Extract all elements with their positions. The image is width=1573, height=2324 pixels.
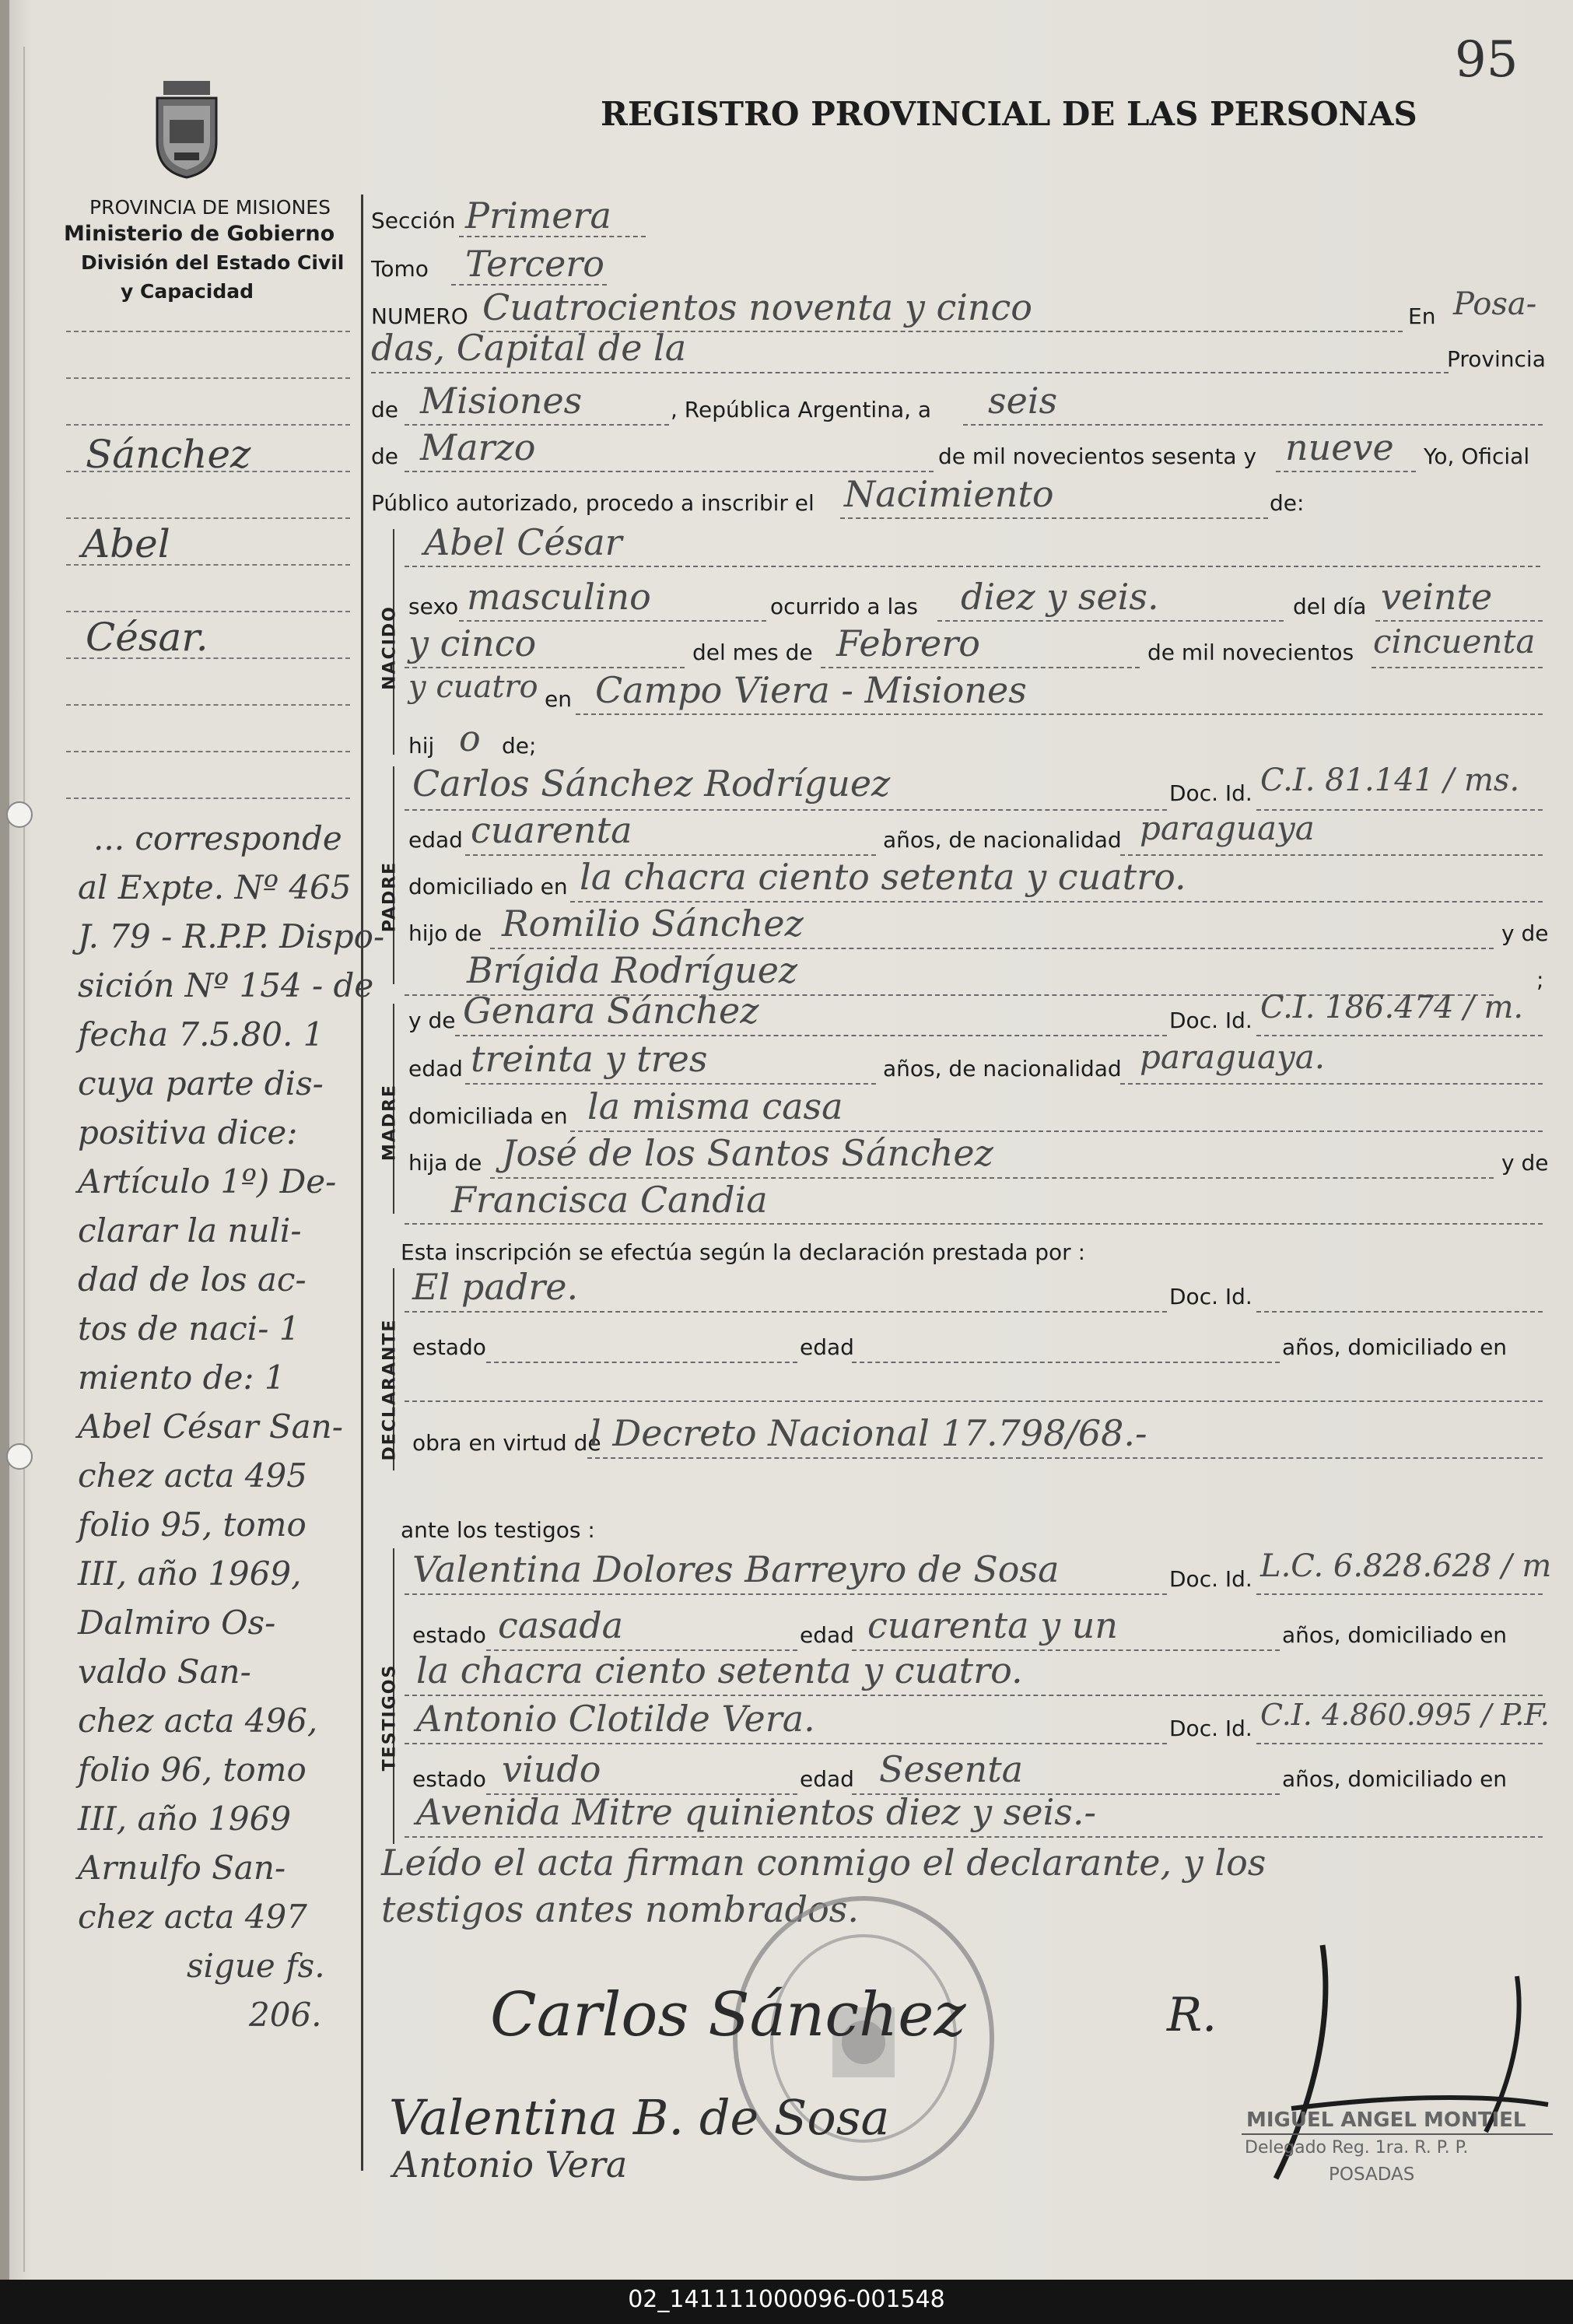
value-anio-nac-2: y cuatro [408,669,538,705]
margin-line-text: positiva dice: [78,1113,298,1151]
section-label-madre: MADRE [380,1083,400,1162]
value-declarante: El padre. [412,1266,579,1308]
label-de-semi: de; [502,733,537,759]
value-testigo1-edad: cuarenta y un [867,1604,1119,1646]
label-edad-testigo1: edad [800,1622,854,1648]
label-de-colon: de: [1270,490,1305,516]
label-doc-id-padre: Doc. Id. [1169,780,1252,806]
margin-line-text: chez acta 496, [78,1702,318,1740]
label-hij: hij [408,733,435,759]
margin-rule [361,195,363,2171]
label-obra: obra en virtud de [412,1430,601,1456]
margin-line-text: chez acta 497 [78,1898,307,1936]
margin-line-text: sición Nº 154 - de [78,966,374,1004]
value-madre-madre: Francisca Candia [451,1179,768,1221]
coat-of-arms-icon [148,79,226,181]
label-sexo: sexo [408,594,459,619]
value-madre-doc: C.I. 186.474 / m. [1260,990,1524,1025]
authority-line-3: División del Estado Civil [81,251,345,274]
label-doc-id-testigo2: Doc. Id. [1169,1716,1252,1741]
value-mes: Marzo [420,426,536,468]
label-yo-oficial: Yo, Oficial [1424,443,1530,469]
margin-line-text: cuya parte dis- [78,1064,324,1102]
label-semicolon: ; [1536,967,1544,993]
label-mil-nov-sesenta: de mil novecientos sesenta y [938,443,1257,469]
image-id-bar [0,2280,1573,2324]
value-tomo: Tercero [465,243,604,285]
closing-line-2: testigos antes nombrados. [381,1888,860,1930]
margin-line-text: al Expte. Nº 465 [78,868,352,906]
value-madre-nac: paraguaya. [1140,1038,1326,1076]
margin-line-text: fecha 7.5.80. 1 [78,1015,324,1053]
authority-line-4: y Capacidad [121,280,254,303]
value-testigo1-estado: casada [498,1604,624,1646]
section-label-testigos: TESTIGOS [380,1663,400,1772]
value-hora: diez y seis. [961,576,1159,618]
label-ocurrido: ocurrido a las [770,594,918,619]
binding-edge [0,0,9,2280]
label-edad-madre: edad [408,1056,463,1081]
image-id-label: 02_141111000096-001548 [628,2286,945,2313]
value-padre-dom: la chacra ciento setenta y cuatro. [580,856,1186,898]
label-mil-nov: de mil novecientos [1147,640,1354,665]
value-testigo2-doc: C.I. 4.860.995 / P.F. [1260,1698,1550,1732]
margin-apellido: Sánchez [86,432,251,477]
value-padre-madre: Brígida Rodríguez [467,949,798,991]
value-numero: Cuatrocientos noventa y cinco [482,286,1033,328]
stamp-official-place: POSADAS [1329,2165,1415,2185]
signature-valentina: Valentina B. de Sosa [389,2089,890,2146]
value-testigo2: Antonio Clotilde Vera. [416,1698,815,1740]
value-lugar-nac: Campo Viera - Misiones [595,669,1027,711]
label-en-lugar: en [545,686,572,712]
label-domiciliado-padre: domiciliado en [408,874,568,899]
margin-line-text: folio 96, tomo [78,1751,307,1789]
label-numero: NUMERO [371,303,468,329]
label-de-mes: de [371,443,398,469]
closing-line-1: Leído el acta firman conmigo el declarante, y los [381,1842,1266,1884]
value-testigo2-edad: Sesenta [879,1748,1024,1790]
label-edad-declarante: edad [800,1334,854,1360]
label-hija-de: hija de [408,1150,482,1176]
margin-line-text: sigue fs. [187,1947,325,1985]
label-publico: Público autorizado, procedo a inscribir el [371,490,815,516]
label-anios-dom-declarante: años, domiciliado en [1282,1334,1508,1360]
value-madre-dom: la misma casa [587,1085,843,1127]
label-seccion: Sección [371,208,456,233]
value-madre-nombre: Genara Sánchez [463,990,759,1032]
margin-line-text: dad de los ac- [78,1260,307,1299]
margin-nombre-1: Abel [82,521,170,566]
value-lugar: das, Capital de la [371,327,687,369]
label-inscripcion: Esta inscripción se efectúa según la declaración prestada por : [401,1239,1086,1265]
margin-line-text: ... corresponde [93,819,342,857]
label-anios-nac-madre: años, de nacionalidad [883,1056,1122,1081]
label-tomo: Tomo [371,256,429,282]
label-del-mes: del mes de [692,640,813,665]
margin-line-text: Abel César San- [78,1407,343,1446]
value-padre-doc: C.I. 81.141 / ms. [1260,762,1520,798]
value-testigo1-dom: la chacra ciento setenta y cuatro. [416,1649,1023,1691]
section-label-padre: PADRE [380,861,400,933]
margin-nombre-2: César. [86,615,208,660]
page-title: REGISTRO PROVINCIAL DE LAS PERSONAS [601,95,1417,133]
value-testigo2-estado: viudo [502,1748,601,1790]
label-estado-testigo1: estado [412,1622,486,1648]
label-y-de-padre: y de [1501,920,1549,946]
label-republica: , República Argentina, a [671,397,932,422]
value-dia-nac-2: y cinco [408,622,537,664]
label-anios-dom-testigo2: años, domiciliado en [1282,1766,1508,1792]
stamp-official-role: Delegado Reg. 1ra. R. P. P. [1245,2138,1469,2157]
value-padre-padre: Romilio Sánchez [502,903,804,945]
label-del-dia: del día [1293,594,1367,619]
value-padre-edad: cuarenta [471,809,632,851]
margin-line-text: III, año 1969 [78,1800,292,1838]
label-y-de-madre: y de [408,1008,456,1033]
signature-r: R. [1167,1988,1217,2042]
margin-line-text: Arnulfo San- [78,1849,286,1887]
label-hijo-de: hijo de [408,920,482,946]
label-en: En [1408,303,1436,329]
label-doc-id-declarante: Doc. Id. [1169,1284,1252,1309]
stamp-official-name: MIGUEL ANGEL MONTIEL [1246,2108,1526,2132]
label-estado-testigo2: estado [412,1766,486,1792]
value-anio: nueve [1285,426,1394,468]
value-mes-nac: Febrero [836,622,980,664]
value-sexo: masculino [467,576,651,618]
label-de: de [371,397,398,422]
margin-line-text: folio 95, tomo [78,1506,307,1544]
value-hij: o [459,717,481,759]
authority-line-2: Ministerio de Gobierno [64,222,335,246]
value-madre-padre: José de los Santos Sánchez [502,1132,993,1174]
value-nombre: Abel César [424,521,622,563]
label-edad-padre: edad [408,827,463,853]
value-provincia: Misiones [420,380,583,422]
label-edad-testigo2: edad [800,1766,854,1792]
label-estado-declarante: estado [412,1334,486,1360]
margin-line-text: valdo San- [78,1653,251,1691]
label-anios-dom-testigo1: años, domiciliado en [1282,1622,1508,1648]
value-madre-edad: treinta y tres [471,1038,708,1080]
label-domiciliada-madre: domiciliada en [408,1103,568,1129]
label-doc-id-testigo1: Doc. Id. [1169,1566,1252,1592]
value-en: Posa- [1453,286,1537,322]
binding-line [23,47,25,2272]
value-testigo1-doc: L.C. 6.828.628 / m [1260,1548,1552,1584]
value-acto: Nacimiento [844,473,1054,515]
margin-line-text: miento de: 1 [78,1358,286,1397]
page-number: 95 [1455,31,1519,89]
section-label-nacido: NACIDO [380,605,400,690]
label-provincia: Provincia [1447,346,1546,372]
label-ante-testigos: ante los testigos : [401,1517,595,1543]
margin-line-text: J. 79 - R.P.P. Dispo- [78,917,385,955]
section-label-declarante: DECLARANTE [380,1318,400,1461]
value-decreto: l Decreto Nacional 17.798/68.- [590,1412,1147,1454]
value-testigo1: Valentina Dolores Barreyro de Sosa [412,1548,1060,1590]
label-doc-id-madre: Doc. Id. [1169,1008,1252,1033]
value-dia-nac: veinte [1381,576,1493,618]
margin-line-text: III, año 1969, [78,1555,302,1593]
margin-line-text: Artículo 1º) De- [78,1162,337,1201]
margin-line-text: clarar la nuli- [78,1211,302,1250]
label-anios-nac-padre: años, de nacionalidad [883,827,1122,853]
value-padre-nombre: Carlos Sánchez Rodríguez [412,762,891,804]
value-seccion: Primera [465,195,611,237]
binding-hole [6,1443,33,1470]
margin-line-text: tos de naci- 1 [78,1309,300,1348]
authority-line-1: PROVINCIA DE MISIONES [89,196,331,219]
margin-line-text: chez acta 495 [78,1456,307,1495]
signature-carlos-sanchez: Carlos Sánchez [490,1980,966,2050]
margin-line-text: Dalmiro Os- [78,1604,276,1642]
margin-line-text: 206. [249,1996,322,2034]
value-testigo2-dom: Avenida Mitre quinientos diez y seis.- [416,1791,1097,1833]
label-y-de-madre-2: y de [1501,1150,1549,1176]
value-padre-nac: paraguaya [1140,809,1315,847]
value-anio-nac: cincuenta [1373,622,1536,661]
binding-hole [6,801,33,828]
value-dia: seis [988,380,1058,422]
signature-antonio-vera: Antonio Vera [393,2143,628,2186]
